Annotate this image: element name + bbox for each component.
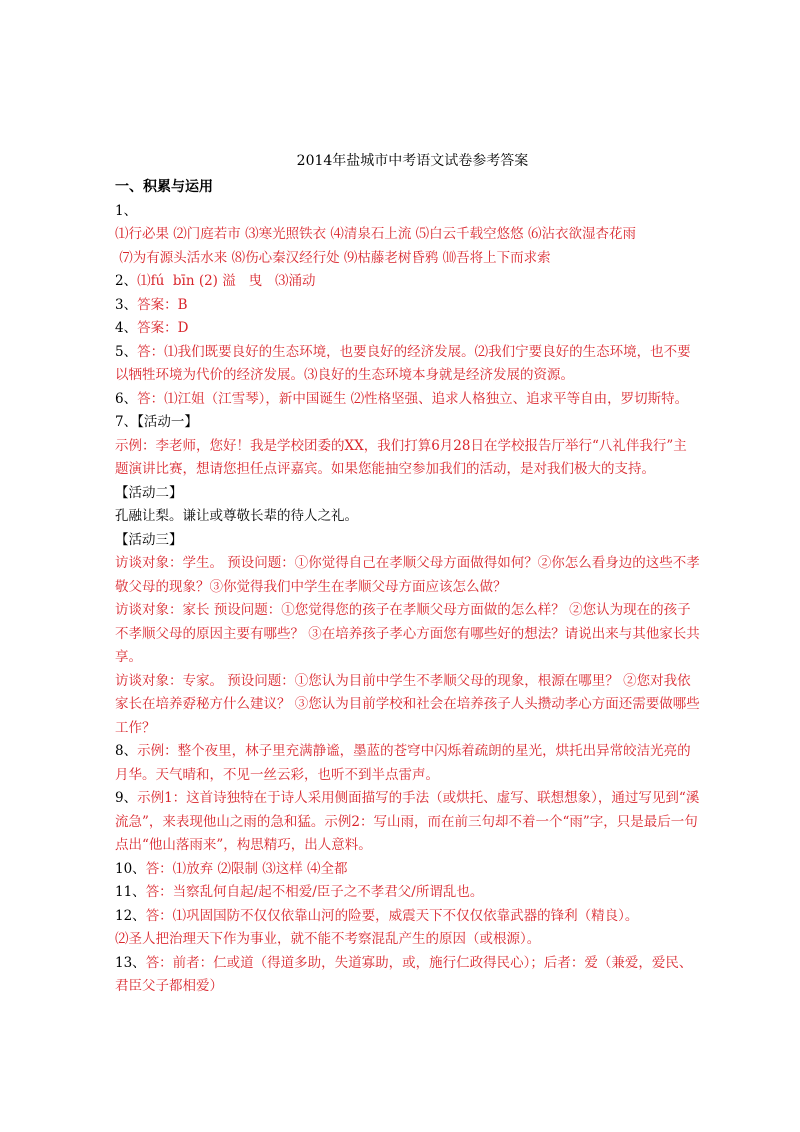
q6-label: 6、 [115, 390, 138, 407]
activity3-label: 【活动三】 [115, 531, 183, 548]
activity3-expert: 访谈对象：专家。 预设问题：①您认为目前中学生不孝顺父母的现象，根源在哪里？ ②您对我依家长在培养孬秘方什么建议？ ③您认为目前学校和社会在培养孩子人头攒动孝心方面还需要做哪些工作？ [115, 672, 700, 736]
q10-answer: 答：⑴放弃 ⑵限制 ⑶这样 ⑷全都 [145, 860, 348, 877]
q8-item [115, 740, 700, 787]
q5-answer: 答：⑴我们既要良好的生态环境，也要良好的经济发展。⑵我们宁要良好的生态环境，也不要以牺牲环境为代价的经济发展。⑶良好的生态环境本身就是经济发展的资源。 [115, 343, 691, 383]
activity3-student: 访谈对象：学生。 预设问题：①你觉得自己在孝顺父母方面做得如何？②你怎么看身边的这些不孝敬父母的现象？③你觉得我们中学生在孝顺父母方面应该怎么做？ [115, 555, 700, 595]
q9-answer: 示例1：这首诗独特在于诗人采用侧面描写的手法（或烘托、虚写、联想想象），通过写见到“溪流急”，来表现他山之雨的急和猛。示例2：写山雨，而在前三句却不着一个“雨”字，只是最后一句点出“他山落雨来”，构思精巧，出人意料。 [115, 790, 700, 853]
activity2-answer: 孔融让梨。谦让或尊敬长辈的待人之礼。 [115, 508, 358, 524]
q1-answer-line1: ⑴行必果 ⑵门庭若市 ⑶寒光照铁衣 ⑷清泉石上流 ⑸白云千载空悠悠 ⑹沾衣欲湿杏花雨 [115, 226, 636, 242]
q13-item [115, 952, 700, 999]
q8-answer: 示例：整个夜里，林子里充满静谧，墨蓝的苍穹中闪烁着疏朗的星光，烘托出异常皎洁光亮的月华。天气晴和，不见一丝云彩，也听不到半点雷声。 [115, 743, 691, 783]
q1-answer-line2: ⑺为有源头活水来 ⑻伤心秦汉经行处 ⑼枯藤老树昏鸦 ⑽吾将上下而求索 [115, 249, 551, 266]
q3-label: 3、 [115, 296, 138, 313]
q9-label: 9、 [115, 790, 138, 806]
q12-answer-1: 答：⑴巩固国防不仅仅依靠山河的险要，威震天下不仅仅依靠武器的锋利（精良）。 [145, 907, 639, 924]
q4-answer: 答案：D [137, 320, 189, 336]
q2-item [115, 270, 700, 294]
q4-item [115, 317, 700, 341]
q12-item [115, 905, 700, 929]
q8-label: 8、 [115, 743, 138, 759]
q3-answer: 答案：B [137, 296, 188, 313]
q6-answer: 答：⑴江姐（江雪琴），新中国诞生 ⑵性格坚强、追求人格独立、追求平等自由，罗切斯特。 [137, 390, 689, 407]
q11-label: 11、 [115, 884, 146, 900]
q12-answer-2: ⑵圣人把治理天下作为事业，就不能不考察混乱产生的原因（或根源）。 [115, 931, 541, 947]
q12-label: 12、 [115, 907, 146, 924]
q11-answer: 答：当察乱何自起/起不相爱/臣子之不孝君父/所谓乱也。 [145, 884, 484, 900]
q4-label: 4、 [115, 320, 138, 336]
q5-label: 5、 [115, 343, 138, 360]
q7-label: 7、【活动一】 [115, 414, 198, 430]
q6-item [115, 388, 700, 412]
q2-answer: ⑴fú bīn (2) 溢 曳 ⑶涌动 [137, 273, 316, 289]
q11-item [115, 881, 700, 905]
document-title: 2014年盐城市中考语文试卷参考答案 [296, 153, 529, 169]
q10-label: 10、 [115, 860, 146, 877]
activity3-parent: 访谈对象：家长 预设问题：①您觉得您的孩子在孝顺父母方面做的怎么样？ ②您认为现在的孩子不孝顺父母的原因主要有哪些？ ③在培养孩子孝心方面您有哪些好的想法？请说出来与其他家长共享。 [115, 602, 700, 665]
q2-label: 2、 [115, 273, 138, 289]
section-heading: 一、积累与运用 [115, 179, 213, 195]
q5-item [115, 341, 700, 388]
activity2-label: 【活动二】 [115, 484, 183, 501]
q13-answer: 答：前者：仁或道（得道多助，失道寡助，或，施行仁政得民心）；后者：爱（兼爱，爱民、君臣父子都相爱） [115, 954, 693, 994]
q1-label: 1、 [115, 202, 138, 219]
q13-label: 13、 [115, 954, 146, 971]
q7-activity1-answer: 示例：李老师，您好！我是学校团委的XX，我们打算6月28日在学校报告厅举行“八礼伴我行”主题演讲比赛，想请您担任点评嘉宾。如果您能抽空参加我们的活动，是对我们极大的支持。 [115, 437, 687, 477]
q10-item [115, 858, 700, 882]
q9-item [115, 787, 700, 858]
q3-item [115, 294, 700, 318]
